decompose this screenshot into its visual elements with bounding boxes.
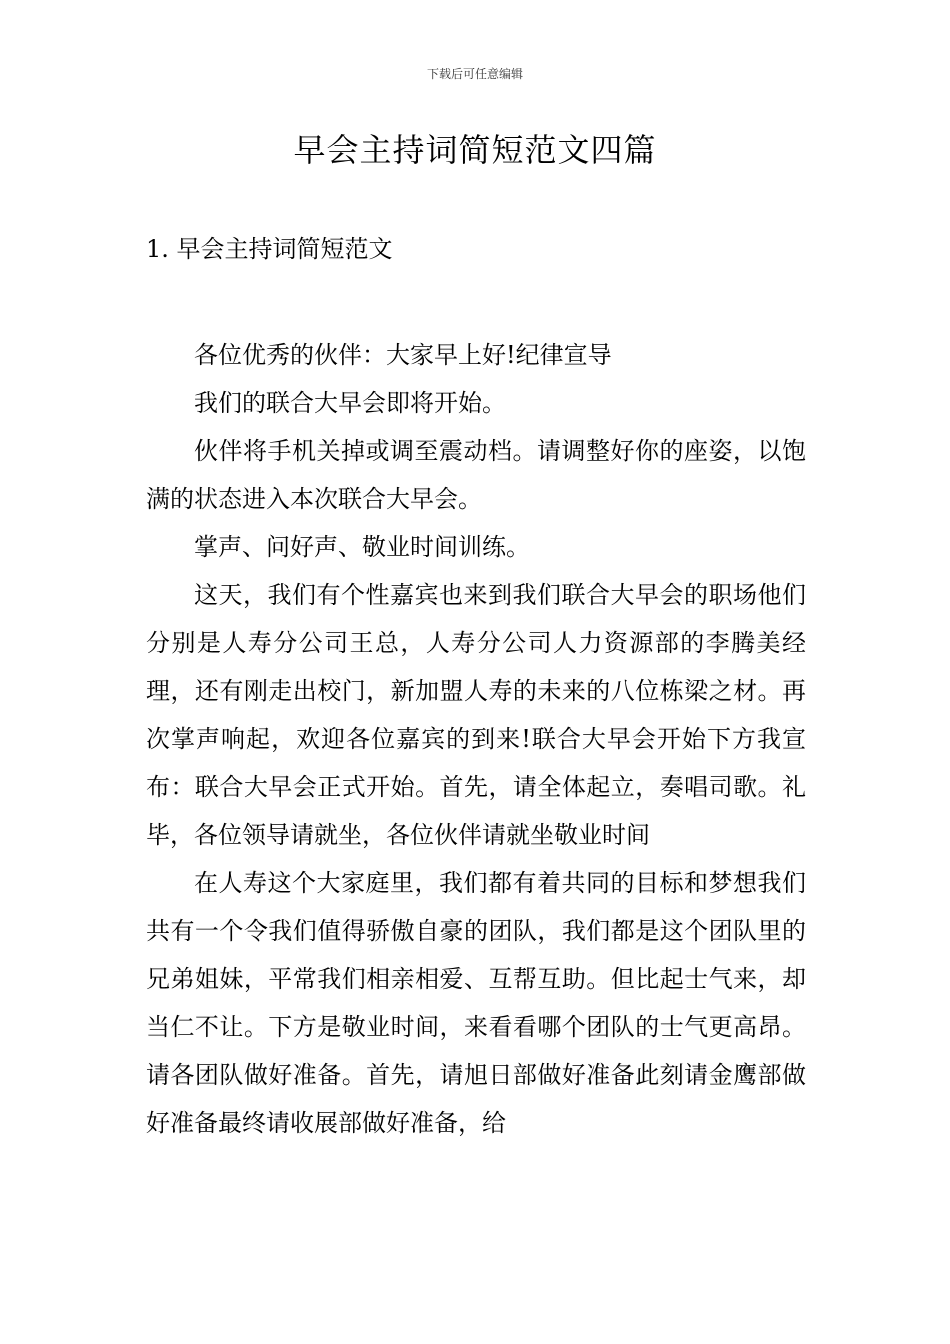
- paragraph-opening: 我们的联合大早会即将开始。: [194, 389, 506, 417]
- paragraph-training: 掌声、问好声、敬业时间训练。: [194, 533, 530, 561]
- section-heading: 1. 早会主持词简短范文: [146, 235, 393, 263]
- paragraph-phone-reminder: 伙伴将手机关掉或调至震动档。请调整好你的座姿，以饱满的状态进入本次联合大早会。: [146, 437, 806, 513]
- paragraph-team-spirit: 在人寿这个大家庭里，我们都有着共同的目标和梦想我们共有一个令我们值得骄傲自豪的团队，我们都是这个团队里的兄弟姐妹，平常我们相亲相爱、互帮互助。但比起士气来，却当仁不让。下方是敬业时间，来看看哪个团队的士气更高昂。请各团队做好准备。首先，请旭日部做好准备此刻请金鹰部做好准备最终请收展部做好准备，给: [146, 869, 806, 1137]
- document-title: 早会主持词简短范文四篇: [293, 131, 657, 169]
- document-body: [146, 331, 806, 1147]
- paragraph-greeting: 各位优秀的伙伴：大家早上好!纪律宣导: [194, 341, 612, 369]
- header-note: 下载后可任意编辑: [426, 67, 523, 81]
- paragraph-guests: 这天，我们有个性嘉宾也来到我们联合大早会的职场他们分别是人寿分公司王总，人寿分公司人力资源部的李腾美经理，还有刚走出校门，新加盟人寿的未来的八位栋梁之材。再次掌声响起，欢迎各位嘉宾的到来!联合大早会开始下方我宣布：联合大早会正式开始。首先，请全体起立，奏唱司歌。礼毕，各位领导请就坐，各位伙伴请就坐敬业时间: [146, 581, 806, 849]
